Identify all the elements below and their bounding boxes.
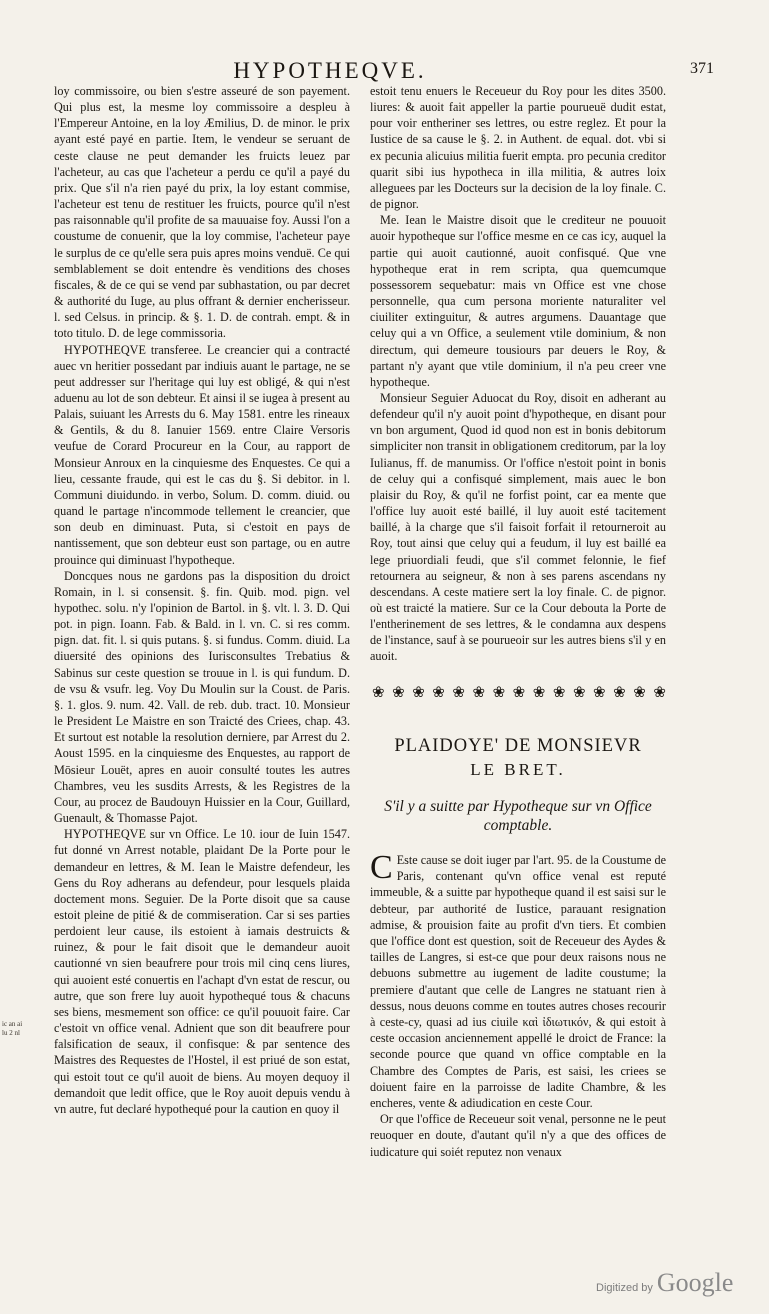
fleuron-icon: ❀ — [552, 683, 566, 701]
section-body — [370, 849, 666, 1160]
fleuron-icon: ❀ — [452, 683, 465, 701]
left-column — [54, 83, 350, 1117]
fleuron-icon: ❀ — [613, 683, 626, 701]
google-logo: Google — [656, 1268, 734, 1297]
page-number: 371 — [690, 60, 714, 77]
digitized-watermark — [596, 1268, 733, 1298]
fleuron-icon: ❀ — [392, 683, 405, 701]
right-paragraph-1: estoit tenu enuers le Receueur du Roy pour les dites 3500. liures: & auoit fait appeller la partie pourueuë dudit estat, pour voir entheriner ses lettres, ou estre reglez. Et pour la Iustice de sa cause le §. 2. in Authent. de equal. dot. vbi si ex pecunia alicuius militia fuerit empta. pro pecunia creditor quarit sibi ius hypotheca in illa militia, & autres loix alleguees par les Docteurs sur la decision de la loy finale. C. de pignor. — [370, 84, 666, 212]
fleuron-icon: ❀ — [412, 683, 425, 701]
left-paragraph-2: HYPOTHEQVE transferee. Le creancier qui a contracté auec vn heritier possedant par indiuis auant le partage, ne se peut addresser sur l'heritage qui luy est obligé, & qui n'est aduenu au lot de son debteur. Et ainsi il se iugea à present au Palais, suiuant les Arrests du 6. May 1581. entre les rineaux & Gentils, & du 8. Ianuier 1569. entre Claire Versoris veufue de Corard Procureur en la Cour, au rapport de Monsieur Anroux en la cinquiesme des Enquestes. Ce qui a lieu, cessante fraude, qui est le cas du §. Si debitor. in l. Communi diuidundo. in verbo, Solum. D. comm. diuid. ou quand le partage n'incommode tellement le creancier, que son deub en diminuast. Puta, si c'estoit en pays de nantissement, que son debteur eust son partage, ou en autre prouince qui diminuast l'hypotheque. — [54, 342, 350, 567]
watermark-prefix: Digitized by — [596, 1282, 653, 1294]
fleuron-icon: ❀ — [593, 683, 606, 701]
fleuron-icon: ❀ — [472, 683, 486, 701]
right-column — [370, 83, 666, 665]
section-paragraph-2: Or que l'office de Receueur soit venal, personne ne le peut reuoquer en doute, d'autant qu'il n'y a que des offices de iudicature qui soiét reputez non venaux — [370, 1112, 666, 1159]
margin-notes: ic an ai lu 2 nl — [2, 1020, 23, 1037]
drop-cap: C — [370, 849, 393, 886]
left-paragraph-3: Doncques nous ne gardons pas la disposition du droict Romain, in l. si consensit. §. fin. Quib. mod. pign. vel hypothec. solu. n'y l'opinion de Bartol. in §. vlt. l. 3. D. Qui pot. in pign. Ioann. Fab. & Bald. in l. vn. C. si res comm. pign. dat. fit. l. si quis putans. §. si fundus. Comm. diuid. La diuersité des opinions des Iurisconsultes Trebatius & Sabinus sur ceste question se trouue in l. is qui fundum. D. de vsu & vsufr. leg. Voy Du Moulin sur la Coust. de Paris. §. 1. glos. 9. num. 42. Vall. de reb. dub. tract. 10. Monsieur le President Le Maistre en son Traicté des Criees, chap. 43. Et surtout est notable la resolution derniere, par Arrest du 2. Aoust 1595. en la cinquiesme des Enquestes, au rapport de Mōsieur Louët, apres en auoir consulté toutes les autres Chambres, veu les susdits Arrests, & les Registres de la Cour, au procez de Baudouyn Huissier en la Cour, Guillard, Guenault, & Thomasse Pajot. — [54, 568, 350, 826]
section-subtitle: S'il y a suitte par Hypotheque sur vn Office comptable. — [384, 798, 652, 834]
ornamental-divider — [372, 680, 666, 704]
fleuron-icon: ❀ — [572, 683, 586, 701]
right-paragraph-2: Me. Iean le Maistre disoit que le crediteur ne pouuoit auoir hypotheque sur l'office mesme en ce cas icy, auquel la partie qui auoit cautionné, auoit confisqué. Que vne hypotheque erat in rem scripta, qua quemcumque possessorem sequebatur: mais vn Office est vne chose personnelle, qua cum persona moriente naturaliter vel ciuiliter extinguitur, & autres argumens. Dauantage que celuy qui a vn Office, a seulement vtile dominium, & non directum, qui demeure tousiours par deuers le Roy, & partant n'y ayant que vtile dominium, il n'a peu creer vne hypotheque. — [370, 213, 666, 389]
left-paragraph-1: loy commissoire, ou bien s'estre asseuré de son payement. Qui plus est, la mesme loy commissoire a despleu à l'Empereur Antoine, en la loy Æmilius, D. de minor. le prix ayant esté payé en partie. Item, le vendeur se seruant de ceste clause ne peut demander les fruicts leuez par l'acheteur, au cas que l'acheteur a perdu ce qu'il a payé du prix. Que s'il n'a rien payé du prix, la loy estant commise, l'acheteur est tenu de restituer les fruicts, pource qu'il n'est pas raisonnable qu'il profite de sa mauuaise foy. Aussi l'on a coustume de conuenir, que la loy commise, l'acheteur paye le surplus de ce qu'elle sera puis apres moins venduë. Ce qui semblablement se doit entendre ès venditions des choses fiscales, & de ce qui se vend par subhastation, ou par decret & authorité du Iuge, au plus offrant & dernier encherisseur. l. sed Celsus. in princip. & §. 1. D. de contrah. empt. & in toto titulo. D. de lege commissoria. — [54, 84, 350, 341]
section-title-line2: LE BRET. — [470, 760, 566, 779]
left-paragraph-4: HYPOTHEQVE sur vn Office. Le 10. iour de Iuin 1547. fut donné vn Arrest notable, plaidant De la Porte pour le demandeur en lettres, & M. Iean le Maistre defendeur, les Gens du Roy adherans au defendeur, pour lesquels plaida doctement mons. Seguier. De la Porte disoit que sa cause estoit pleine de pitié & de commiseration. Car si ses parties perdoient leur cause, ils estoient à iamais destruicts & ruinez, & pour le fait disoit que le demandeur auoit cautionné vn sien beaufrere pour trois mil cinq cens liures, qui auoient esté conuertis en l'achapt d'vn estat de rescur, ou autre, que son frere luy auoit hypothequé tous & chacuns ses biens, mesmement son office: ce qu'il pouuoit faire. Car c'estoit vn office venal. Adnient que son dit beaufrere pour falsification de seaux, il confisque: & par sentence des Maistres des Requestes de l'Hostel, il est priué de son estat, qui estoit tout ce qu'il auoit de biens. Au moyen dequoy il demandoit que ledit office, que le Roy auoit depuis vendu à vn autre, fut declaré hypothequé pour la caution en quoy il — [54, 827, 350, 1116]
fleuron-icon: ❀ — [372, 683, 385, 701]
fleuron-icon: ❀ — [633, 683, 646, 701]
section-title-line1: PLAIDOYE' DE MONSIEVR — [394, 736, 642, 756]
fleuron-icon: ❀ — [532, 683, 546, 701]
fleuron-icon: ❀ — [653, 683, 666, 701]
section-paragraph-1: Este cause se doit iuger par l'art. 95. de la Coustume de Paris, contenant qu'vn office venal est reputé immeuble, & a suitte par hypotheque quand il est saisi sur le debteur, par authorité de Iustice, parauant resignation admise, & prouision faite au profit d'vn tiers. Et combien que l'office dont est question, soit de Receueur des Aydes & tailles de Langres, si est-ce que pour deux raisons nous ne debuons submettre au iugement de ladite coustume; la premiere d'autant que celle de Langres ne statuant rien à dessus, nous deuons comme en toutes autres choses recourir à ceste-cy, quasi ad ius ciuile καὶ ἰδιωτικόν, & qui estoit à ceste occasion anciennement appellé le droict de France: la seconde pource que quand vn office comptable en la Chambre des Comptes de Paris, est saisi, les criees se doiuent faire en la parroisse de ladite Chambre, & les encheres, vente & adiudication en ceste Cour. — [370, 853, 666, 1111]
running-title: HYPOTHEQVE. — [233, 58, 427, 83]
right-paragraph-3: Monsieur Seguier Aduocat du Roy, disoit en adherant au defendeur qu'il n'y auoit point d'hypotheque, en disant pour vn bon argument, Quod id quod non est in bonis debitorum simpliciter non transit in obligationem creditorum, par la loy Iulianus, ff. de manumiss. Or l'office n'estoit point in bonis de celuy qui a confisqué simplement, mais auec le bon plaisir du Roy, & qu'il ne forfist point, car ea mente que l'office luy auoit esté baillé, il luy auoit esté tacitement baillé, à la charge que s'il faisoit forfait il retourneroit au Roy, tout ainsi que celuy qui a feudum, il luy est baillé ea lege priuordiali feudi, que s'il commet felonnie, le fief retournera au seigneur, & non à ses parens ascendans ny descendans. A ceste matiere sert la loy finale. C. de pignor. où est traicté la matiere. Sur ce la Cour debouta la Porte de l'entherinement de ses lettres, & le condamna aux despens de l'instance, sauf à se pourueoir sur les autres biens s'il y en auoit. — [370, 390, 666, 664]
fleuron-icon: ❀ — [432, 683, 445, 701]
section-title — [370, 735, 666, 781]
fleuron-icon: ❀ — [512, 683, 526, 701]
fleuron-icon: ❀ — [492, 683, 506, 701]
